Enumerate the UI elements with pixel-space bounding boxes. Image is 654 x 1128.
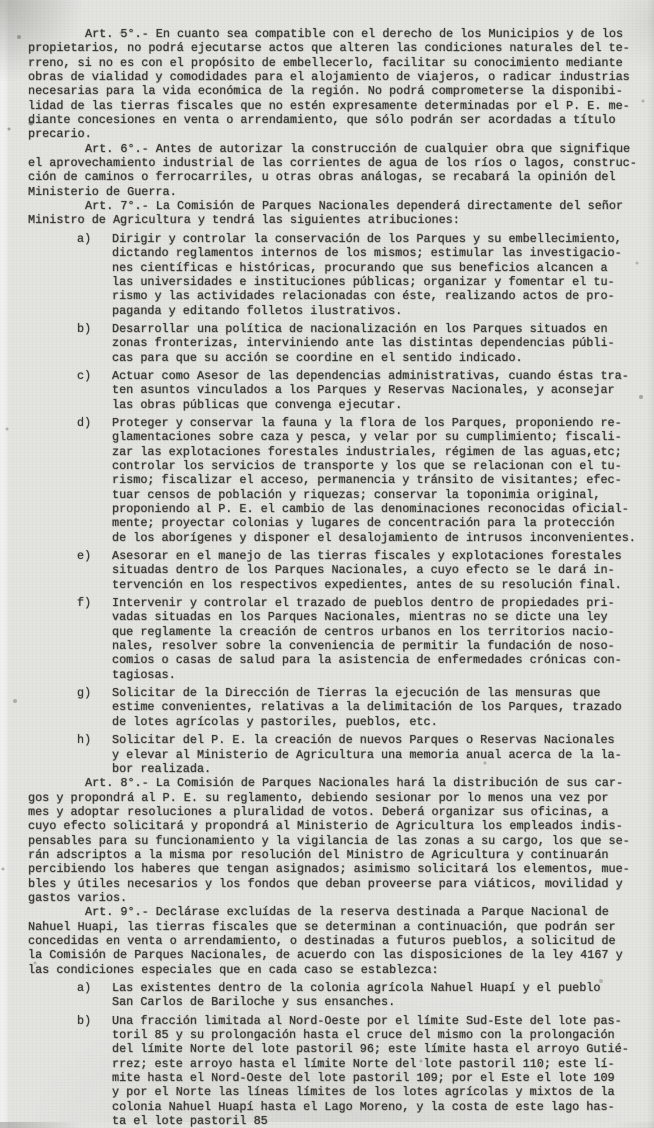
text-line: concedidas en venta o arrendamiento, o destinadas a futuros pueblos, a solicitud de [28,933,616,948]
text-line: Asesorar en el manejo de las tierras fiscales y explotaciones forestales [112,549,622,564]
text-line: bor realizada. [112,761,212,776]
paragraph-lines [112,733,622,776]
paragraph-lines [28,27,638,142]
text-line: tervención en los respectivos expedientes, antes de su resolución final. [112,577,622,592]
text-line: Solicitar de la Dirección de Tierras la ejecución de las mensuras que [112,686,601,701]
text-line: Nahuel Huapi, las tierras fiscales que se determinan a continuación, que podrán ser [28,919,616,934]
text-line: gastos varios. [28,890,128,905]
text-line: zar las explotaciones forestales industriales, régimen de las aguas,etc; [112,444,622,459]
text-line: Proteger y conservar la fauna y la flora de los Parques, proponiendo re- [112,415,622,430]
text-line: lidad de las tierras fiscales que no estén expresamente determinadas por el P. E. me- [28,98,630,113]
text-line: Actuar como Asesor de las dependencias administrativas, cuando éstas tra- [112,368,629,383]
text-line: cuyo efecto solicitará y propondrá al Ministerio de Agricultura los empleados indis- [28,819,623,834]
list-item-letter: h) [77,733,92,748]
paragraph-lines [28,142,638,199]
text-line: Art. 5°.- En cuanto sea compatible con el derecho de los Municipios y de los [85,27,624,41]
paragraph-lines [28,905,638,977]
text-line: rrez; este arroyo hasta el límite Norte del lote pastoril 110; este lí- [112,1056,615,1071]
text-line: Art. 6°.- Antes de autorizar la construcción de cualquier obra que signifique [85,141,631,156]
text-line: las obras públicas que convenga ejecutar. [112,397,403,412]
list-item-letter: d) [77,415,92,430]
text-line: colonia Nahuel Huapí hasta el Lago Moreno, y la costa de este lago has- [112,1099,615,1114]
paragraph-lines [112,369,629,412]
text-line: nes científicas e históricas, procurando que sus beneficios alcancen a [112,260,608,275]
list-item-atribucion-h [77,733,638,776]
text-line: del límite Norte del lote pastoril 96; este límite hasta el arroyo Gutié- [112,1042,629,1057]
text-line: situadas dentro de los Parques Nacionales, a cuyo efecto se le dará in- [112,563,615,578]
text-line: San Carlos de Bariloche y sus ensanches. [112,995,396,1010]
article-paragraph-articulo-5 [28,27,638,142]
paragraph-lines [112,686,622,729]
text-line: las condiciones especiales que en cada caso se establezca: [28,962,439,977]
text-line: Intervenir y controlar el trazado de pueblos dentro de propiedades pri- [112,596,615,611]
list-item-letter: c) [77,368,92,383]
text-line: de lotes agrícolas y pastoriles, pueblos, etc. [112,714,438,729]
text-line: bles y útiles necesarios y los fondos que deban proveerse para viáticos, movilidad y [28,876,623,891]
text-line: ción de caminos o ferrocarriles, u otras obras análogas, se recabará la opinión del [28,170,616,185]
text-line: vadas situadas en los Parques Nacionales, mientras no se dicte una ley [112,610,608,625]
paragraph-lines [112,232,622,318]
text-line: rismo; fiscalizar el acceso, permanencia y tránsito de visitantes; efec- [112,473,622,488]
text-line: controlar los servicios de transporte y los que se relacionan con el tu- [112,458,622,473]
text-line: necesarias para la vida económica de la región. No podrá comprometerse la disponibi- [28,84,623,99]
text-line: obras de vialidad y comodidades para el alojamiento de viajeros, o radicar industrias [28,70,630,85]
text-line: toril 85 y su prolongación hasta el cruce del mismo con la prolongación [112,1028,615,1043]
list-item-letter: a) [77,231,92,246]
paragraph-lines [112,596,622,682]
text-line: gos y propondrá al P. E. su reglamento, debiendo sesionar por lo menos una vez por [28,790,609,805]
text-line: Las existentes dentro de la colonia agrícola Nahuel Huapí y el pueblo [112,981,601,995]
text-line: glamentaciones sobre caza y pesca, y velar por su cumplimiento; fiscali- [112,430,622,445]
list-item-atribucion-b [77,322,638,365]
text-line: la Comisión de Parques Nacionales, de acuerdo con las disposiciones de la ley 4167 y [28,948,623,963]
text-line: percibiendo los haberes que tengan asignados; asimismo solicitará los elementos, mue- [28,862,630,877]
list-item-exclusion-b [77,1014,638,1128]
text-line: y por el Norte las líneas límites de los lotes agrícolas y mixtos de la [112,1085,615,1100]
text-line: que reglamente la creación de centros urbanos en los territorios nacio- [112,624,615,639]
text-line: diante concesiones en venta o arrendamiento, que sólo podrán ser acordadas a título [28,113,616,128]
list-item-atribucion-f [77,596,638,682]
text-line: Solicitar del P. E. la creación de nuevos Parques o Reservas Nacionales [112,733,615,748]
text-line: comios o casas de salud para la asistencia de enfermedades crónicas con- [112,653,622,668]
text-line: dictando reglamentos internos de los mismos; estimular las investigacio- [112,246,622,261]
text-line: mes y adoptar resoluciones a pluralidad de votos. Deberá organizar sus oficinas, a [28,804,609,819]
article-paragraph-articulo-8 [28,776,638,905]
list-item-atribucion-c [77,369,638,412]
text-line: el aprovechamiento industrial de las corrientes de agua de los ríos o lagos, construc- [28,156,637,171]
text-line: ten asuntos vinculados a los Parques y Reservas Nacionales, y aconsejar [112,383,615,398]
text-line: propietarios, no podrá ejecutarse actos que alteren las condiciones naturales del te- [28,41,630,56]
paragraph-lines [112,549,622,592]
list-item-letter: e) [77,549,92,564]
article-paragraph-articulo-7 [28,199,638,228]
paragraph-lines [112,1014,629,1128]
text-line: precario. [28,127,92,142]
text-line: mente; proyectar colonias y lugares de concentración para la protección [112,516,615,531]
text-line: zonas fronterizas, interviniendo ante las distintas dependencias públi- [112,336,615,351]
text-line: tagiosas. [112,667,176,682]
paragraph-lines [28,776,638,905]
text-line: ta el lote pastoril 85 [112,1114,268,1128]
list-item-letter: b) [77,321,92,336]
list-item-letter: b) [77,1013,92,1028]
list-item-atribucion-e [77,549,638,592]
list-item-atribucion-d [77,416,638,545]
text-line: y elevar al Ministerio de Agricultura una memoria anual acerca de la la- [112,747,622,762]
text-line: Una fracción limitada al Nord-Oeste por el límite Sud-Este del lote pas- [112,1013,622,1028]
text-line: rán adscriptos a la misma por resolución del Ministro de Agricultura y continuarán [28,847,609,862]
paragraph-lines [112,322,615,365]
text-line: nales, resolver sobre la conveniencia de permitir la fundación de noso- [112,639,615,654]
list-item-atribucion-g [77,686,638,729]
text-line: Dirigir y controlar la conservación de los Parques y su embellecimiento, [112,231,622,246]
text-line: rismo y las actividades relacionadas con éste, realizando actos de pro- [112,289,615,304]
text-line: las universidades e instituciones públicas; organizar y fomentar el tu- [112,274,615,289]
text-line: Art. 7°.- La Comisión de Parques Nacionales dependerá directamente del señor [85,199,624,214]
list-item-letter: g) [77,686,92,701]
paragraph-lines [112,981,600,1010]
list-item-exclusion-a [77,981,638,1010]
text-line: Art. 8°.- La Comisión de Parques Nacionales hará la distribución de sus car- [85,776,624,791]
paragraph-lines [112,416,636,545]
text-line: Ministro de Agricultura y tendrá las siguientes atribuciones: [28,213,460,228]
text-line: proponiendo al P. E. el cambio de las denominaciones reconocidas oficial- [112,502,629,516]
list-item-atribucion-a [77,232,638,318]
text-line: pensables para su funcionamiento y la vigilancia de las zonas a su cargo, los que se- [28,833,630,848]
text-line: paganda y editando folletos ilustrativos. [112,303,403,318]
paragraph-lines [28,199,638,228]
list-item-letter: a) [77,981,92,995]
text-line: rreno, si no es con el propósito de embellecerlo, facilitar su conocimiento mediante [28,55,623,70]
article-paragraph-articulo-6 [28,142,638,199]
text-line: tuar censos de población y riquezas; conservar la toponimia original, [112,487,601,502]
article-paragraph-articulo-9 [28,905,638,977]
text-line: Desarrollar una política de nacionalización en los Parques situados en [112,321,608,336]
text-line: de los aborígenes y disponer el desalojamiento de intrusos inconvenientes. [112,530,636,545]
text-line: Ministerio de Guerra. [28,184,177,199]
text-line: Art. 9°.- Declárase excluídas de la reserva destinada a Parque Nacional de [85,905,609,920]
text-line: cas para que su acción se coordine en el sentido indicado. [112,350,523,365]
text-line: mite hasta el Nord-Oeste del lote pastoril 109; por el Este el lote 109 [112,1071,615,1086]
list-item-letter: f) [77,596,92,611]
text-line: estime convenientes, relativas a la delimitación de los Parques, trazado [112,700,622,715]
